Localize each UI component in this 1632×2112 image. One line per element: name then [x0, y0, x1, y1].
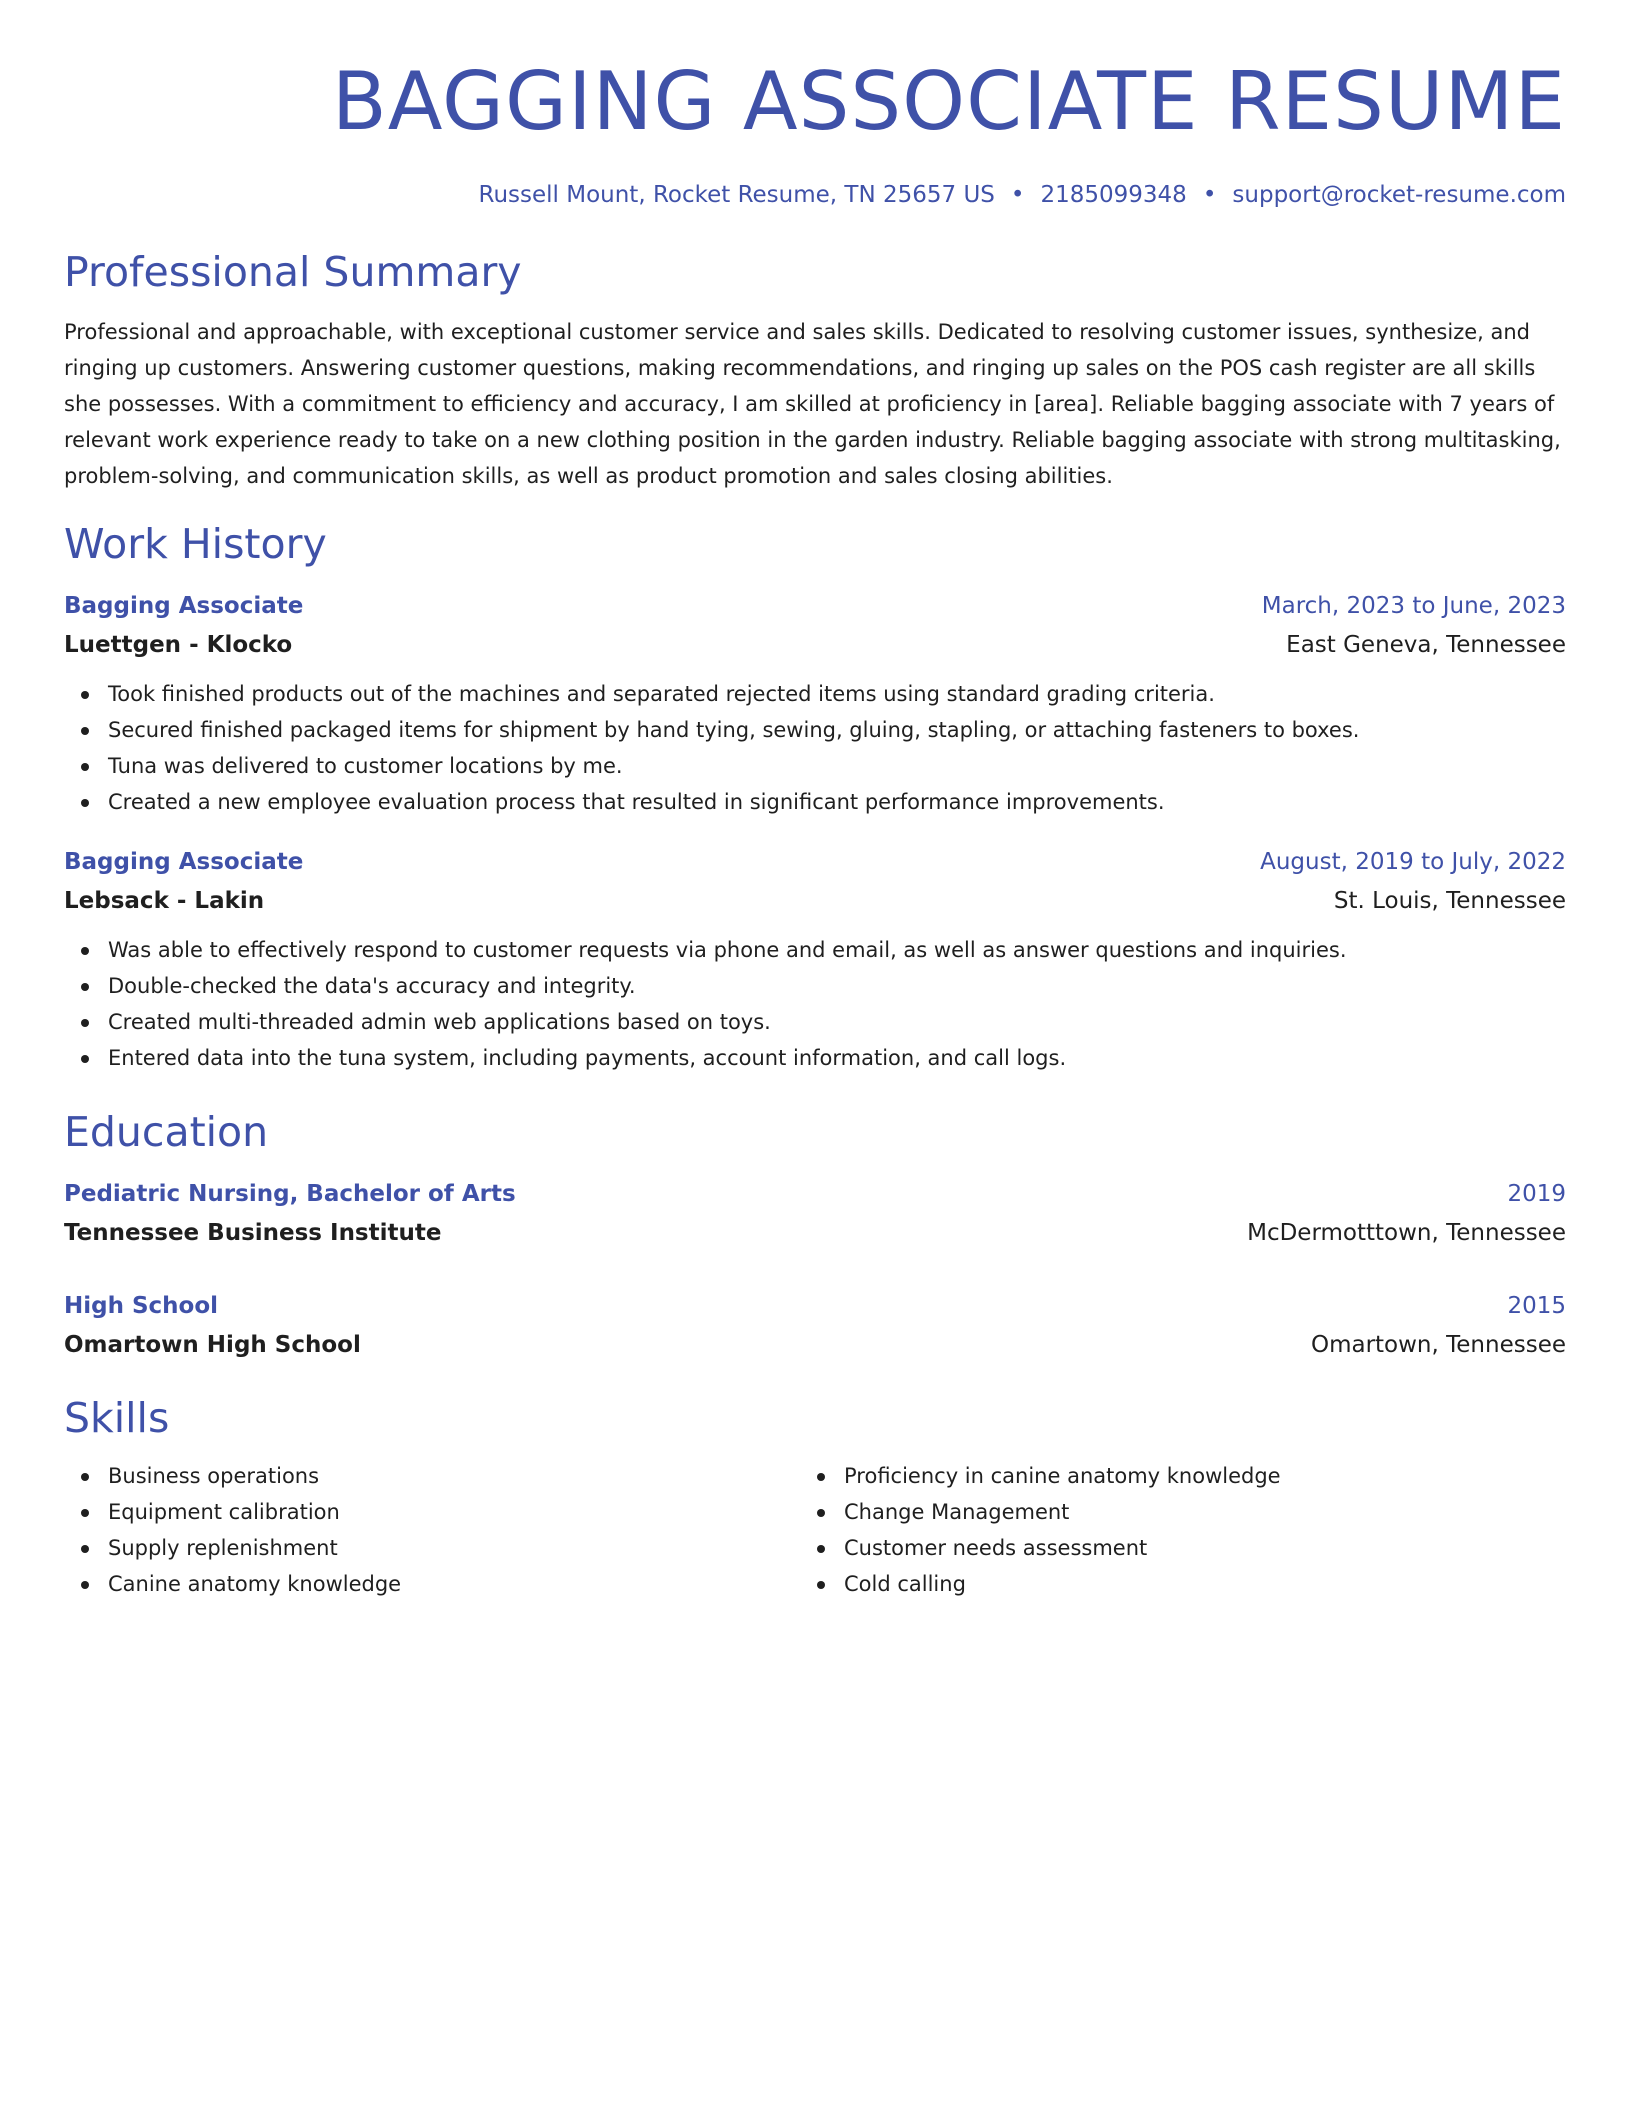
education-header-row [64, 1174, 1566, 1214]
education-location: Omartown, Tennessee [1310, 1332, 1566, 1358]
education-degree: High School [64, 1293, 219, 1319]
contact-line [64, 180, 1566, 210]
skills-grid [64, 1458, 1566, 1602]
job-dates: March, 2023 to June, 2023 [1261, 593, 1566, 619]
job-dates: August, 2019 to July, 2022 [1260, 849, 1566, 875]
skill-item: Canine anatomy knowledge [64, 1566, 800, 1602]
job-employer-row [64, 626, 1566, 664]
resume-title: BAGGING ASSOCIATE RESUME [331, 55, 1566, 148]
skill-item: Proficiency in canine anatomy knowledge [800, 1458, 1536, 1494]
job-header-row [64, 842, 1566, 882]
job-bullet: Tuna was delivered to customer locations by me. [64, 748, 1566, 784]
education-location: McDermotttown, Tennessee [1247, 1220, 1566, 1246]
education-school-row [64, 1326, 1566, 1364]
education-school: Omartown High School [64, 1332, 361, 1358]
contact-separator: • [1010, 182, 1025, 208]
education-school: Tennessee Business Institute [64, 1220, 442, 1246]
job-bullet-list [64, 932, 1566, 1076]
job-bullet: Was able to effectively respond to customer requests via phone and email, as well as answer questions and inquiries. [64, 932, 1566, 968]
skills-list [800, 1458, 1536, 1602]
skill-item: Customer needs assessment [800, 1530, 1536, 1566]
job-bullet: Double-checked the data's accuracy and integrity. [64, 968, 1566, 1004]
resume-page [64, 0, 1566, 1602]
job-bullet: Entered data into the tuna system, including payments, account information, and call logs. [64, 1040, 1566, 1076]
job-entry [64, 586, 1566, 820]
job-employer: Lebsack - Lakin [64, 888, 265, 914]
education-year: 2019 [1507, 1181, 1566, 1207]
job-header-row [64, 586, 1566, 626]
education-school-row [64, 1214, 1566, 1252]
education-header-row [64, 1286, 1566, 1326]
skill-item: Cold calling [800, 1566, 1536, 1602]
skill-item: Equipment calibration [64, 1494, 800, 1530]
skill-item: Supply replenishment [64, 1530, 800, 1566]
summary-text: Professional and approachable, with exceptional customer service and sales skills. Dedicated to resolving customer issues, synthesize, and ringing up customers. Answering customer questions, making recommendations, and ringing up sales on the POS cash register are all skills she possesses. With a commitment to efficiency and accuracy, I am skilled at proficiency in [area]. Reliable bagging associate with 7 years of relevant work experience ready to take on a new clothing position in the garden industry. Reliable bagging associate with strong multitasking, problem-solving, and communication skills, as well as product promotion and sales closing abilities. [64, 320, 1561, 488]
job-bullet-list [64, 676, 1566, 820]
contact-address: Russell Mount, Rocket Resume, TN 25657 US [478, 182, 995, 208]
contact-separator: • [1202, 182, 1217, 208]
education-heading: Education [64, 1108, 269, 1156]
skill-item: Business operations [64, 1458, 800, 1494]
education-degree: Pediatric Nursing, Bachelor of Arts [64, 1181, 516, 1207]
skill-item: Change Management [800, 1494, 1536, 1530]
job-bullet: Secured finished packaged items for shipment by hand tying, sewing, gluing, stapling, or attaching fasteners to boxes. [64, 712, 1566, 748]
skills-column-right [800, 1458, 1536, 1602]
job-bullet: Created multi-threaded admin web applications based on toys. [64, 1004, 1566, 1040]
job-title: Bagging Associate [64, 593, 304, 619]
skills-list [64, 1458, 800, 1602]
contact-email: support@rocket-resume.com [1232, 182, 1566, 208]
contact-phone: 2185099348 [1040, 182, 1187, 208]
work-history-heading: Work History [64, 520, 327, 568]
job-bullet: Created a new employee evaluation process that resulted in significant performance improvements. [64, 784, 1566, 820]
job-location: St. Louis, Tennessee [1333, 888, 1566, 914]
education-entry [64, 1174, 1566, 1252]
education-entry [64, 1286, 1566, 1364]
skills-heading: Skills [64, 1394, 170, 1442]
summary-heading: Professional Summary [64, 248, 522, 296]
job-entry [64, 842, 1566, 1076]
job-employer: Luettgen - Klocko [64, 632, 293, 658]
job-title: Bagging Associate [64, 849, 304, 875]
skills-column-left [64, 1458, 800, 1602]
job-bullet: Took finished products out of the machines and separated rejected items using standard grading criteria. [64, 676, 1566, 712]
job-location: East Geneva, Tennessee [1286, 632, 1566, 658]
education-year: 2015 [1507, 1293, 1566, 1319]
job-employer-row [64, 882, 1566, 920]
